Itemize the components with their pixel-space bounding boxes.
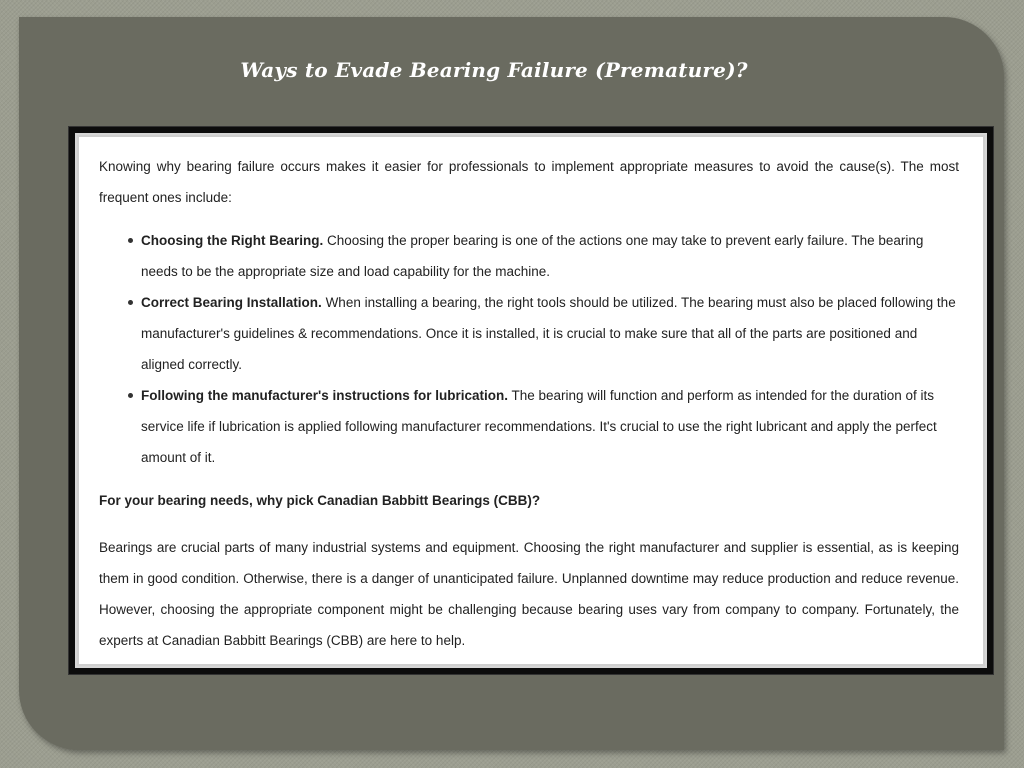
tips-list <box>99 225 959 473</box>
document-image-frame <box>68 126 994 675</box>
list-item-text: When installing a bearing, the right tools should be utilized. The bearing must also be placed following the manufacturer's guidelines & recommendations. Once it is installed, it is crucial to make sure that all of the parts are positioned and aligned correctly. <box>141 295 956 372</box>
list-item <box>141 380 959 473</box>
slide-title: Ways to Evade Bearing Failure (Premature)? <box>240 58 748 82</box>
intro-paragraph: Knowing why bearing failure occurs makes it easier for professionals to implement appropriate measures to avoid the cause(s). The most frequent ones include: <box>99 159 959 205</box>
list-item-lead: Choosing the Right Bearing. <box>141 233 324 248</box>
document-text-panel <box>79 137 983 664</box>
closing-paragraph: Bearings are crucial parts of many industrial systems and equipment. Choosing the right manufacturer and supplier is essential, as is keeping them in good condition. Otherwise, there is a danger of unanticipated failure. Unplanned downtime may reduce production and reduce revenue. However, choosing the appropriate component might be challenging because bearing uses vary from company to company. Fortunately, the experts at Canadian Babbitt Bearings (CBB) are here to help. <box>99 540 959 648</box>
list-item-lead: Following the manufacturer's instructions for lubrication. <box>141 388 508 403</box>
slide-panel <box>19 17 1004 750</box>
document-image-border <box>75 133 987 668</box>
question-heading: For your bearing needs, why pick Canadian Babbitt Bearings (CBB)? <box>99 493 541 508</box>
list-item <box>141 225 959 287</box>
list-item-text: The bearing will function and perform as intended for the duration of its service life if lubrication is applied following manufacturer recommendations. It's crucial to use the right lubricant and apply the perfect amount of it. <box>141 388 937 465</box>
list-item <box>141 287 959 380</box>
list-item-text: Choosing the proper bearing is one of the actions one may take to prevent early failure. The bearing needs to be the appropriate size and load capability for the machine. <box>141 233 924 279</box>
list-item-lead: Correct Bearing Installation. <box>141 295 322 310</box>
